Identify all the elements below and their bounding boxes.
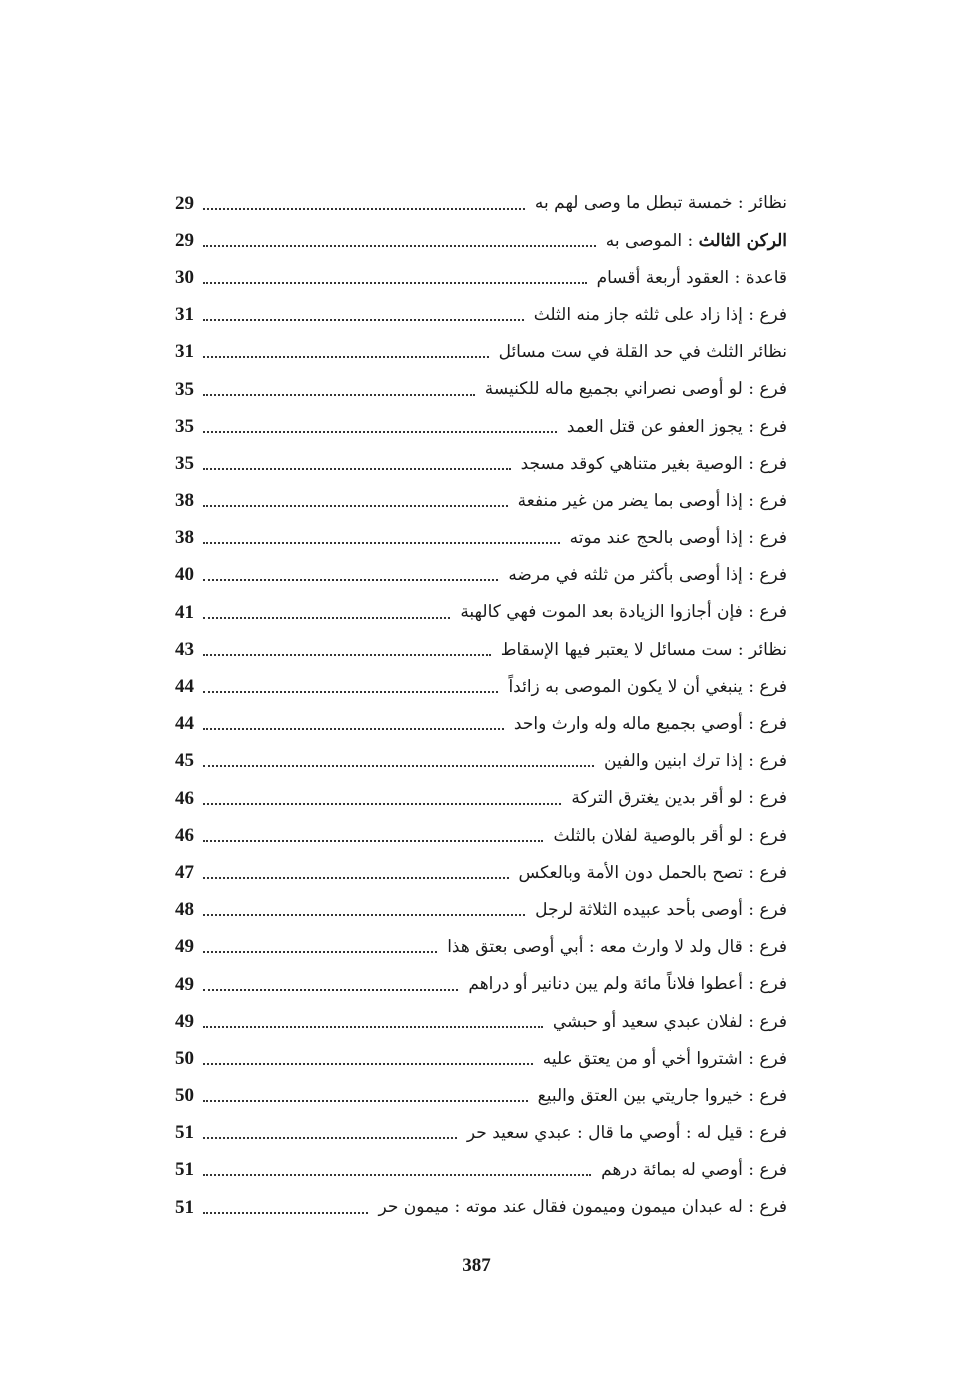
toc-entry <box>175 1003 787 1040</box>
toc-entry-separator: : <box>742 528 760 549</box>
toc-entry-text: قال ولد لا وارث معه : أبي أوصى بعتق هذا <box>447 937 743 958</box>
toc-entry <box>175 817 787 854</box>
toc-entry-text: فإن أجازوا الزيادة بعد الموت فهي كالهبة <box>460 602 743 623</box>
toc-entry-title <box>525 193 787 213</box>
toc-entry <box>175 706 787 743</box>
toc-entry <box>175 780 787 817</box>
dot-leader <box>175 966 458 1003</box>
toc-entry-separator: : <box>682 230 699 251</box>
dot-leader <box>175 297 524 334</box>
toc-entry-label: الركن الثالث <box>698 230 787 251</box>
page-number: 387 <box>462 1255 491 1276</box>
toc-entry-page: 29 <box>175 193 200 215</box>
toc-entry-page: 49 <box>175 974 200 996</box>
toc-entry-title <box>533 1049 787 1069</box>
toc-entry-title <box>457 1123 787 1143</box>
toc-entry <box>175 892 787 929</box>
toc-entry <box>175 1078 787 1115</box>
toc-entry-label: فرع <box>759 1123 787 1144</box>
toc-entry-label: نظائر <box>749 639 787 660</box>
toc-entry <box>175 1040 787 1077</box>
toc-entry <box>175 854 787 891</box>
toc-entry-separator: : <box>742 714 760 735</box>
toc-entry-separator: : <box>742 1011 760 1032</box>
toc-entry-text: إذا أوصى بما يضر من غير منفعة <box>517 490 743 511</box>
toc-entry-separator: : <box>742 862 760 883</box>
dot-leader <box>175 1003 543 1040</box>
dot-leader <box>175 371 475 408</box>
toc-entry <box>175 966 787 1003</box>
toc-entry-page: 49 <box>175 1011 200 1033</box>
toc-entry-separator: : <box>742 379 760 400</box>
toc-entry-separator: : <box>742 565 760 586</box>
toc-entry-text: لو أقر بالوصية لفلان بالثلث <box>553 825 743 846</box>
dot-leader <box>175 557 498 594</box>
toc-entry-title <box>450 602 787 622</box>
toc-entry-page: 50 <box>175 1085 200 1107</box>
toc-entry-text: ست مسائل لا يعتبر فيها الإسقاط <box>500 639 733 660</box>
toc-entry-text: تصح بالحمل دون الأمة وبالعكس <box>518 862 743 883</box>
dot-leader <box>175 1152 591 1189</box>
toc-entry-separator: : <box>742 825 760 846</box>
toc-entry-title <box>591 1160 787 1180</box>
toc-entry-label: فرع <box>759 974 787 995</box>
toc-entry-text: ينبغي أن لا يكون الموصى به زائداً <box>508 676 743 697</box>
toc-entry-separator: : <box>742 304 760 325</box>
toc-entry-title <box>498 565 787 585</box>
toc-entry-label: فرع <box>759 490 787 511</box>
toc-entry <box>175 222 787 259</box>
toc-entry-separator: : <box>742 676 760 697</box>
toc-entry-text: لو أقر بدين يغترق التركة <box>571 788 743 809</box>
toc-entry <box>175 371 787 408</box>
toc-entry-label: فرع <box>759 453 787 474</box>
toc-entry-page: 51 <box>175 1197 200 1219</box>
toc-entry-page: 47 <box>175 862 200 884</box>
toc-entry <box>175 297 787 334</box>
toc-entry-separator: : <box>742 937 760 958</box>
toc-entry <box>175 334 787 371</box>
toc-entry-page: 38 <box>175 490 200 512</box>
toc-entry-title <box>509 863 788 883</box>
toc-entry-label: فرع <box>759 565 787 586</box>
toc-entry-page: 35 <box>175 453 200 475</box>
toc-entry-title <box>498 677 787 697</box>
toc-entry-text: نظائر الثلث في حد القلة في ست مسائل <box>498 342 787 363</box>
dot-leader <box>175 222 596 259</box>
toc-entry-title <box>458 974 787 994</box>
toc-entry-label: فرع <box>759 1048 787 1069</box>
toc-entry-label: فرع <box>759 676 787 697</box>
toc-entry-text: له عبدان ميمون وميمون فقال عند موته : ميمون حر <box>378 1197 743 1218</box>
toc-entry-separator: : <box>732 639 750 660</box>
toc-entry-title <box>561 788 787 808</box>
toc-entry-text: يجوز العفو عن قتل العمد <box>566 416 743 437</box>
toc-entry-text: الموصى به <box>605 230 683 251</box>
toc-entry <box>175 631 787 668</box>
toc-entry-title <box>528 1086 787 1106</box>
toc-entry-page: 40 <box>175 564 200 586</box>
toc-entry-page: 51 <box>175 1122 200 1144</box>
toc-entry-page: 29 <box>175 230 200 252</box>
toc-entry-title <box>504 714 787 734</box>
toc-entry-separator: : <box>742 788 760 809</box>
dot-leader <box>175 1115 457 1152</box>
toc-entry-title <box>437 937 787 957</box>
toc-entry-label: فرع <box>759 862 787 883</box>
toc-entry-page: 44 <box>175 676 200 698</box>
toc-entry-title <box>475 379 787 399</box>
toc-entry-label: فرع <box>759 1085 787 1106</box>
toc-entry <box>175 1189 787 1226</box>
dot-leader <box>175 892 525 929</box>
toc-entry-label: فرع <box>759 379 787 400</box>
toc-entry-title <box>525 900 787 920</box>
toc-entry-page: 49 <box>175 936 200 958</box>
toc-entry-page: 35 <box>175 379 200 401</box>
toc-entry-separator: : <box>742 1048 760 1069</box>
toc-entry <box>175 408 787 445</box>
toc-entry-label: فرع <box>759 714 787 735</box>
toc-entry-text: إذا زاد على ثلثه جاز منه الثلث <box>533 304 743 325</box>
toc-entry-page: 44 <box>175 713 200 735</box>
toc-entry-text: إذا أوصى بأكثر من ثلثه في مرضه <box>508 565 743 586</box>
toc-entry-title <box>560 528 787 548</box>
toc-entry <box>175 259 787 296</box>
toc-entry <box>175 483 787 520</box>
toc-entry-text: الوصية بغير متناهي كوقد مسجد <box>520 453 743 474</box>
toc-entry-text: إذا أوصى بالحج عند موته <box>569 528 743 549</box>
toc-entry-label: فرع <box>759 304 787 325</box>
toc-entry-label: فرع <box>759 937 787 958</box>
dot-leader <box>175 185 525 222</box>
toc-entry-separator: : <box>742 1085 760 1106</box>
toc-entry-label: فرع <box>759 899 787 920</box>
toc-entry-text: أعطوا فلاناً مائة ولم يبن دنانير أو دراهم <box>468 974 743 995</box>
dot-leader <box>175 817 543 854</box>
toc-entry-label: فرع <box>759 602 787 623</box>
toc-entry-text: خيروا جاريتي بين العتق والبيع <box>537 1085 743 1106</box>
toc-entry-page: 35 <box>175 416 200 438</box>
toc-entry <box>175 557 787 594</box>
dot-leader <box>175 631 491 668</box>
toc-entry-label: فرع <box>759 416 787 437</box>
toc-entry-text: أوصى بأحد عبيده الثلاثة لرجل <box>535 899 743 920</box>
toc-entry-title <box>543 826 787 846</box>
toc-entry-label: فرع <box>759 788 787 809</box>
toc-entry-label: نظائر <box>749 193 787 214</box>
toc-entry-separator: : <box>742 490 760 511</box>
toc-entry-page: 51 <box>175 1159 200 1181</box>
toc-entry-page: 45 <box>175 750 200 772</box>
toc-entry-separator: : <box>742 416 760 437</box>
toc-entry-page: 48 <box>175 899 200 921</box>
toc-entry-label: فرع <box>759 528 787 549</box>
toc-entry-separator: : <box>742 974 760 995</box>
toc-entry <box>175 445 787 482</box>
dot-leader <box>175 483 508 520</box>
toc-entry-title <box>594 751 787 771</box>
toc-entry-title <box>368 1197 787 1217</box>
toc-entry-text: قيل له : أوصي ما قال : عبدي سعيد حر <box>466 1123 743 1144</box>
toc-entry <box>175 668 787 705</box>
dot-leader <box>175 743 594 780</box>
toc-entry-text: أوصي له بمائة درهم <box>601 1160 743 1181</box>
toc-entry-separator: : <box>742 899 760 920</box>
toc-entry-page: 46 <box>175 825 200 847</box>
toc-entry-separator: : <box>729 267 746 288</box>
toc-entry-page: 30 <box>175 267 200 289</box>
toc-entry-title <box>557 417 787 437</box>
toc-entry-separator: : <box>742 602 760 623</box>
toc-entry-title <box>596 231 787 251</box>
toc-entry-text: اشتروا أخي أو من يعتق عليه <box>542 1048 743 1069</box>
toc-entry-page: 41 <box>175 602 200 624</box>
dot-leader <box>175 706 504 743</box>
toc-entry-text: خمسة تبطل ما وصى لهم به <box>534 193 733 214</box>
toc-entry-title <box>543 1012 787 1032</box>
toc-entry-title <box>508 491 787 511</box>
toc-entry <box>175 743 787 780</box>
dot-leader <box>175 520 560 557</box>
toc-entry-label: فرع <box>759 1160 787 1181</box>
toc-entry-page: 50 <box>175 1048 200 1070</box>
toc-entry-label: فرع <box>759 751 787 772</box>
dot-leader <box>175 780 561 817</box>
toc-entry-separator: : <box>742 1197 760 1218</box>
dot-leader <box>175 1078 528 1115</box>
toc-entry-page: 31 <box>175 304 200 326</box>
toc-entry <box>175 520 787 557</box>
toc-entry-separator: : <box>742 751 760 772</box>
toc-entry-separator: : <box>732 193 750 214</box>
toc-entry-title <box>524 305 787 325</box>
dot-leader <box>175 594 450 631</box>
toc-entry-title <box>491 640 787 660</box>
dot-leader <box>175 668 498 705</box>
dot-leader <box>175 445 511 482</box>
toc-entry-page: 38 <box>175 527 200 549</box>
dot-leader <box>175 929 437 966</box>
dot-leader <box>175 1040 533 1077</box>
dot-leader <box>175 408 557 445</box>
toc-entry-title <box>511 454 787 474</box>
dot-leader <box>175 259 587 296</box>
toc-entry <box>175 1115 787 1152</box>
dot-leader <box>175 854 509 891</box>
table-of-contents <box>175 185 787 1226</box>
toc-entry-label: فرع <box>759 1197 787 1218</box>
toc-entry <box>175 929 787 966</box>
toc-entry-text: لو أوصى نصراني بجميع ماله للكنيسة <box>484 379 743 400</box>
toc-entry-page: 31 <box>175 341 200 363</box>
toc-entry-label: فرع <box>759 1011 787 1032</box>
toc-entry <box>175 594 787 631</box>
dot-leader <box>175 1189 368 1226</box>
toc-entry-separator: : <box>742 1123 760 1144</box>
toc-entry-label: قاعدة <box>745 267 787 288</box>
toc-entry <box>175 185 787 222</box>
toc-entry-text: إذا ترك ابنين والفين <box>604 751 743 772</box>
toc-entry-separator: : <box>742 1160 760 1181</box>
toc-entry-separator: : <box>742 453 760 474</box>
toc-entry-text: لفلان عبدي سعيد أو حبشي <box>552 1011 743 1032</box>
toc-entry-label: فرع <box>759 825 787 846</box>
toc-entry-title <box>489 342 787 362</box>
toc-entry-page: 46 <box>175 788 200 810</box>
toc-entry-page: 43 <box>175 639 200 661</box>
toc-entry-title <box>587 268 787 288</box>
toc-entry-text: أوصي بجميع ماله وله وارث واحد <box>513 714 743 735</box>
toc-entry <box>175 1152 787 1189</box>
toc-entry-text: العقود أربعة أقسام <box>596 267 730 288</box>
dot-leader <box>175 334 489 371</box>
